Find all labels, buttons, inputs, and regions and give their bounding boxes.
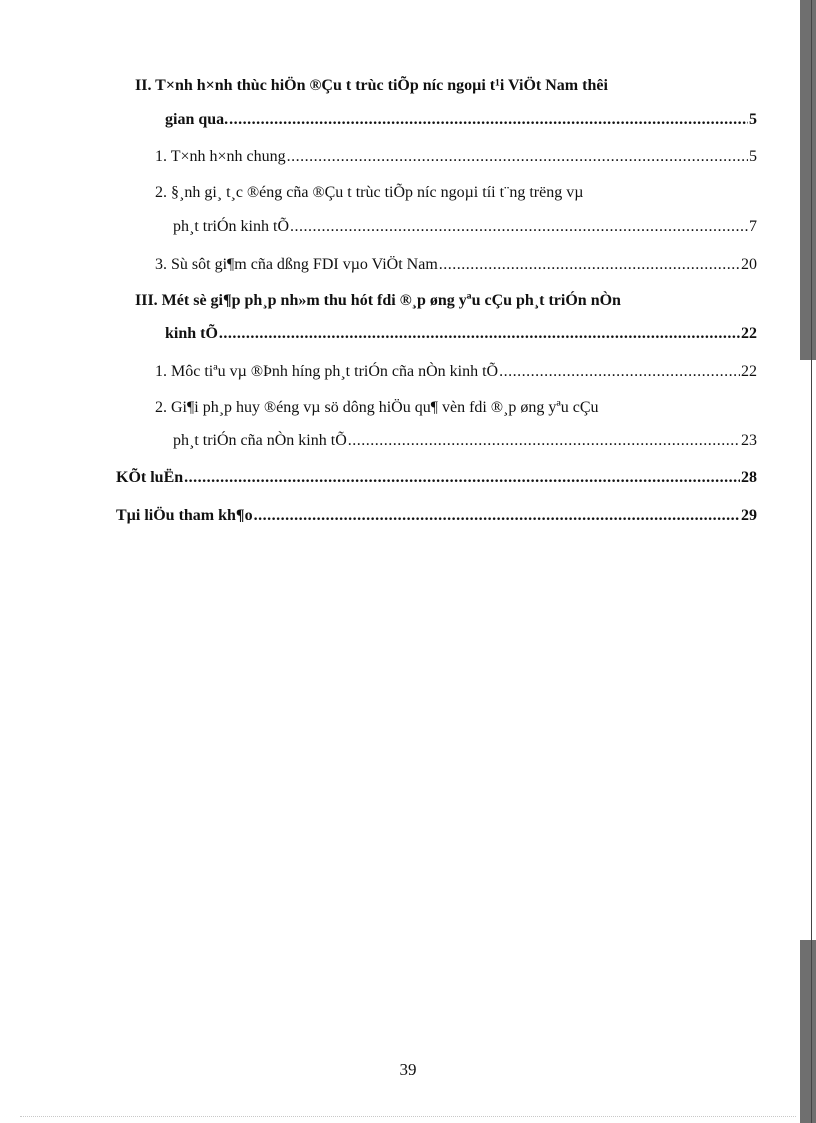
toc-entry-3-2[interactable] (173, 432, 757, 450)
toc-entry-text: ph¸t triÓn cña nÒn kinh tÕ (173, 432, 347, 449)
page-edge-shadow (800, 0, 816, 360)
toc-page-number: 22 (741, 325, 757, 342)
dot-leader (348, 432, 740, 450)
toc-page-number: 28 (741, 469, 757, 486)
toc-entry-text: 1. T×nh h×nh chung (155, 148, 286, 165)
toc-entry-text: 1. Môc tiªu vµ ®Þnh híng ph¸t triÓn cña nÒn kinh tÕ (155, 363, 499, 380)
toc-entry-2-3[interactable] (155, 256, 757, 274)
page-bottom-border (20, 1116, 796, 1117)
toc-entry-references[interactable] (116, 507, 757, 525)
dot-leader (290, 218, 748, 236)
dot-leader (229, 111, 748, 129)
dot-leader (287, 148, 748, 166)
dot-leader (439, 256, 740, 274)
toc-entry-text: gian qua. (165, 111, 229, 128)
toc-entry-section-3-line1[interactable] (135, 292, 621, 310)
toc-page-number: 5 (749, 148, 757, 165)
toc-entry-text: 3. Sù sôt gi¶m cña dßng FDI vµo ViÖt Nam (155, 256, 438, 273)
dot-leader (219, 325, 740, 343)
toc-entry-text: Tµi liÖu tham kh¶o (116, 507, 253, 524)
page-edge-line (811, 0, 812, 1123)
toc-entry-section-2[interactable] (165, 111, 757, 129)
toc-entry-text: II. T×nh h×nh thùc hiÖn ®Çu t trùc tiÕp níc ngoµi t¹i ViÖt Nam thêi (135, 77, 608, 94)
toc-entry-2-2-line1[interactable] (155, 184, 583, 202)
page-number: 39 (399, 1060, 417, 1079)
toc-entry-2-2[interactable] (173, 218, 757, 236)
toc-entry-3-1[interactable] (155, 363, 757, 381)
toc-page-number: 5 (749, 111, 757, 128)
toc-entry-conclusion[interactable] (116, 469, 757, 487)
toc-entry-text: 2. §¸nh gi¸ t¸c ®éng cña ®Çu t trùc tiÕp níc ngoµi tíi t¨ng trëng vµ (155, 184, 584, 201)
toc-page-number: 7 (749, 218, 757, 235)
toc-entry-text: KÕt luËn (116, 469, 184, 486)
page-edge-shadow (800, 940, 816, 1123)
toc-entry-section-2-line1[interactable] (135, 77, 608, 95)
toc-entry-3-2-line1[interactable] (155, 399, 599, 417)
toc-entry-text: III. Mét sè gi¶p ph¸p nh»m thu hót fdi ®¸p øng yªu cÇu ph¸t triÓn nÒn (135, 292, 621, 309)
dot-leader (184, 469, 740, 487)
toc-page-number: 20 (741, 256, 757, 273)
toc-entry-text: kinh tÕ (165, 325, 218, 342)
dot-leader (254, 507, 740, 525)
toc-page-number: 22 (741, 363, 757, 380)
toc-page-number: 23 (741, 432, 757, 449)
toc-page-number: 29 (741, 507, 757, 524)
toc-entry-text: ph¸t triÓn kinh tÕ (173, 218, 289, 235)
toc-entry-text: 2. Gi¶i ph¸p huy ®éng vµ sö dông hiÖu qu¶ vèn fdi ®¸p øng yªu cÇu (155, 399, 599, 416)
toc-entry-section-3[interactable] (165, 325, 757, 343)
toc-entry-2-1[interactable] (155, 148, 757, 166)
dot-leader (499, 363, 740, 381)
